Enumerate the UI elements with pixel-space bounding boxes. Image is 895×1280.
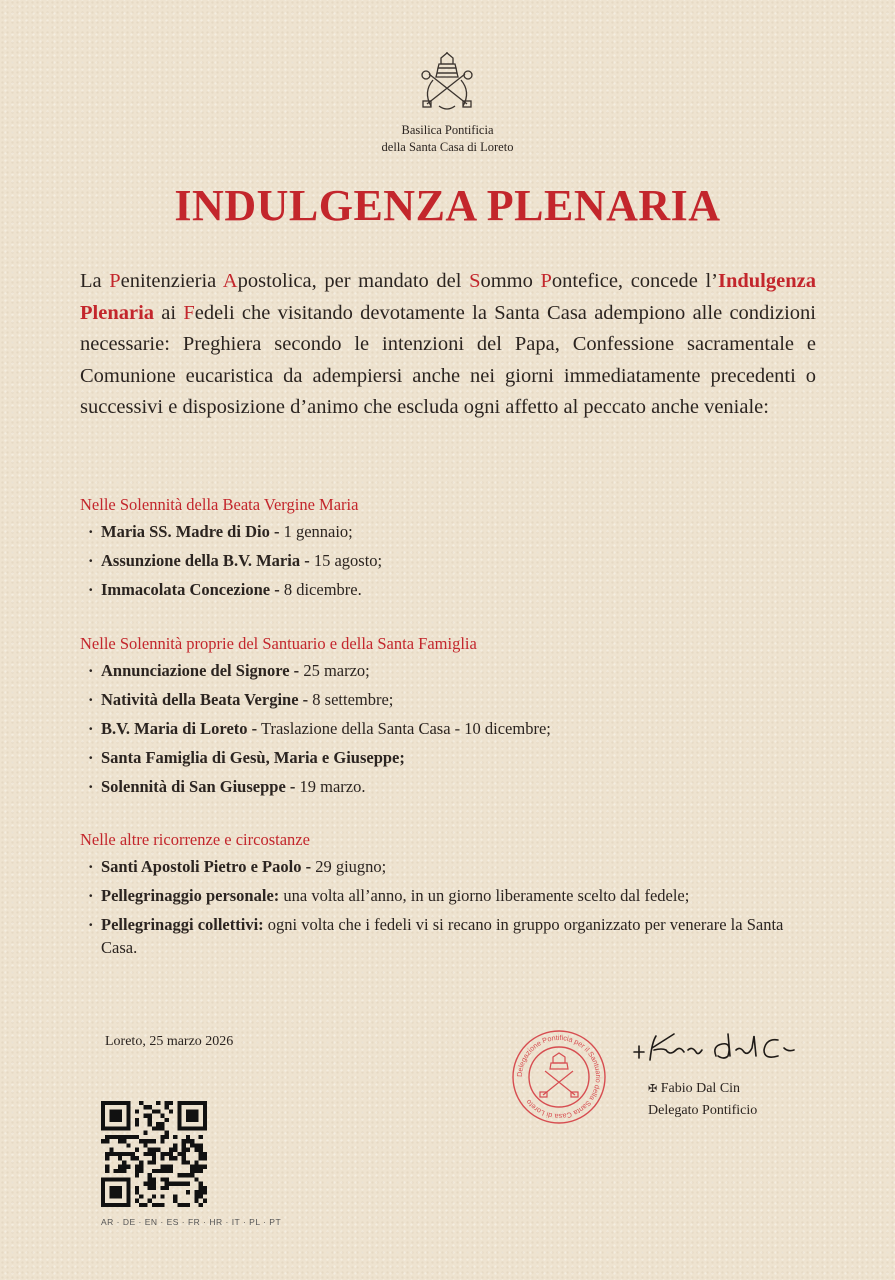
intro-initial: P	[109, 270, 121, 292]
list-item	[88, 775, 551, 798]
list-item-text: 29 giugno;	[311, 857, 387, 876]
document-date: Loreto, 25 marzo 2026	[105, 1034, 234, 1049]
list-item-text: 1 gennaio;	[279, 522, 353, 541]
intro-initial: A	[222, 270, 238, 292]
section-list	[88, 520, 382, 607]
list-item-text: 15 agosto;	[309, 551, 383, 570]
signer-block	[648, 1078, 757, 1122]
section-title: Nelle Solennità della Beata Vergine Maria	[80, 495, 359, 514]
intro-text: ontefice, concede l’	[551, 270, 718, 292]
list-item-text: 8 dicembre.	[279, 580, 362, 599]
list-item	[88, 520, 382, 543]
intro-text: ai	[154, 301, 184, 324]
intro-text: postolica, per mandato del	[237, 270, 470, 292]
list-item	[88, 913, 788, 959]
list-item	[88, 578, 382, 601]
list-item	[88, 659, 551, 682]
intro-text: La	[80, 270, 110, 292]
cross-icon: ✠	[648, 1083, 658, 1095]
list-item-bold: Natività della Beata Vergine -	[101, 690, 309, 709]
list-item-bold: Solennità di San Giuseppe -	[101, 777, 296, 796]
list-item	[88, 746, 551, 769]
handwritten-signature	[628, 1026, 796, 1070]
list-item-bold: Assunzione della B.V. Maria -	[101, 551, 310, 570]
section-title: Nelle Solennità proprie del Santuario e della Santa Famiglia	[80, 634, 477, 653]
list-item-text: 8 settembre;	[308, 690, 394, 709]
list-item-bold: Annunciazione del Signore -	[101, 661, 300, 680]
list-item-bold: Santi Apostoli Pietro e Paolo -	[101, 857, 312, 876]
languages-list: AR · DE · EN · ES · FR · HR · IT · PL · PT	[101, 1217, 282, 1227]
list-item-text: 25 marzo;	[299, 661, 370, 680]
section-list	[88, 659, 551, 804]
section-title: Nelle altre ricorrenze e circostanze	[80, 830, 310, 849]
list-item-bold: B.V. Maria di Loreto -	[101, 719, 258, 738]
list-item-text: ogni volta che i fedeli vi si recano in gruppo organizzato per venerare la Santa Casa.	[101, 915, 784, 957]
list-item-text: Traslazione della Santa Casa - 10 dicembre;	[257, 719, 551, 738]
list-item-bold: Santa Famiglia di Gesù, Maria e Giuseppe;	[101, 748, 405, 767]
institution-name-line1: Basilica Pontificia	[401, 123, 494, 137]
intro-text: ommo	[480, 270, 541, 292]
intro-text: edeli che visitando devotamente la Santa Casa adempiono alle condizioni necessarie: Preghiera secondo le intenzioni del Papa, Confessione sacramentale e Comunione eucaristica da adempiersi anche nei giorni immediatamente precedenti o successivi e disposizione d’animo che escluda ogni affetto al peccato anche veniale:	[80, 301, 816, 418]
intro-highlight: Indulgenza Plenaria	[80, 270, 816, 324]
papal-crest-icon	[413, 52, 481, 114]
section-list	[88, 855, 788, 965]
list-item	[88, 549, 382, 572]
signer-name: Fabio Dal Cin	[660, 1081, 741, 1096]
seal-stamp-icon	[511, 1029, 607, 1125]
list-item	[88, 855, 788, 878]
list-item	[88, 688, 551, 711]
list-item-bold: Immacolata Concezione -	[101, 580, 280, 599]
list-item-text: 19 marzo.	[295, 777, 366, 796]
intro-initial: P	[540, 270, 552, 292]
institution-name-line2: della Santa Casa di Loreto	[381, 140, 514, 154]
list-item	[88, 884, 788, 907]
seal-text: Delegazione Pontificia per il Santuario della Santa Casa di Loreto	[514, 1032, 604, 1122]
list-item-text: una volta all’anno, in un giorno liberamente scelto dal fedele;	[279, 886, 690, 905]
list-item-bold: Pellegrinaggi collettivi:	[101, 915, 264, 934]
list-item	[88, 717, 551, 740]
list-item-bold: Maria SS. Madre di Dio -	[101, 522, 280, 541]
document-title: INDULGENZA PLENARIA	[174, 181, 721, 230]
intro-initial: S	[469, 270, 481, 292]
list-item-bold: Pellegrinaggio personale:	[101, 886, 280, 905]
intro-initial: F	[183, 301, 195, 324]
signer-role: Delegato Pontificio	[648, 1103, 758, 1118]
qr-code-icon[interactable]	[101, 1101, 207, 1207]
signer-name-line	[648, 1078, 757, 1100]
intro-text: enitenzieria	[120, 270, 223, 292]
intro-paragraph	[80, 266, 816, 424]
